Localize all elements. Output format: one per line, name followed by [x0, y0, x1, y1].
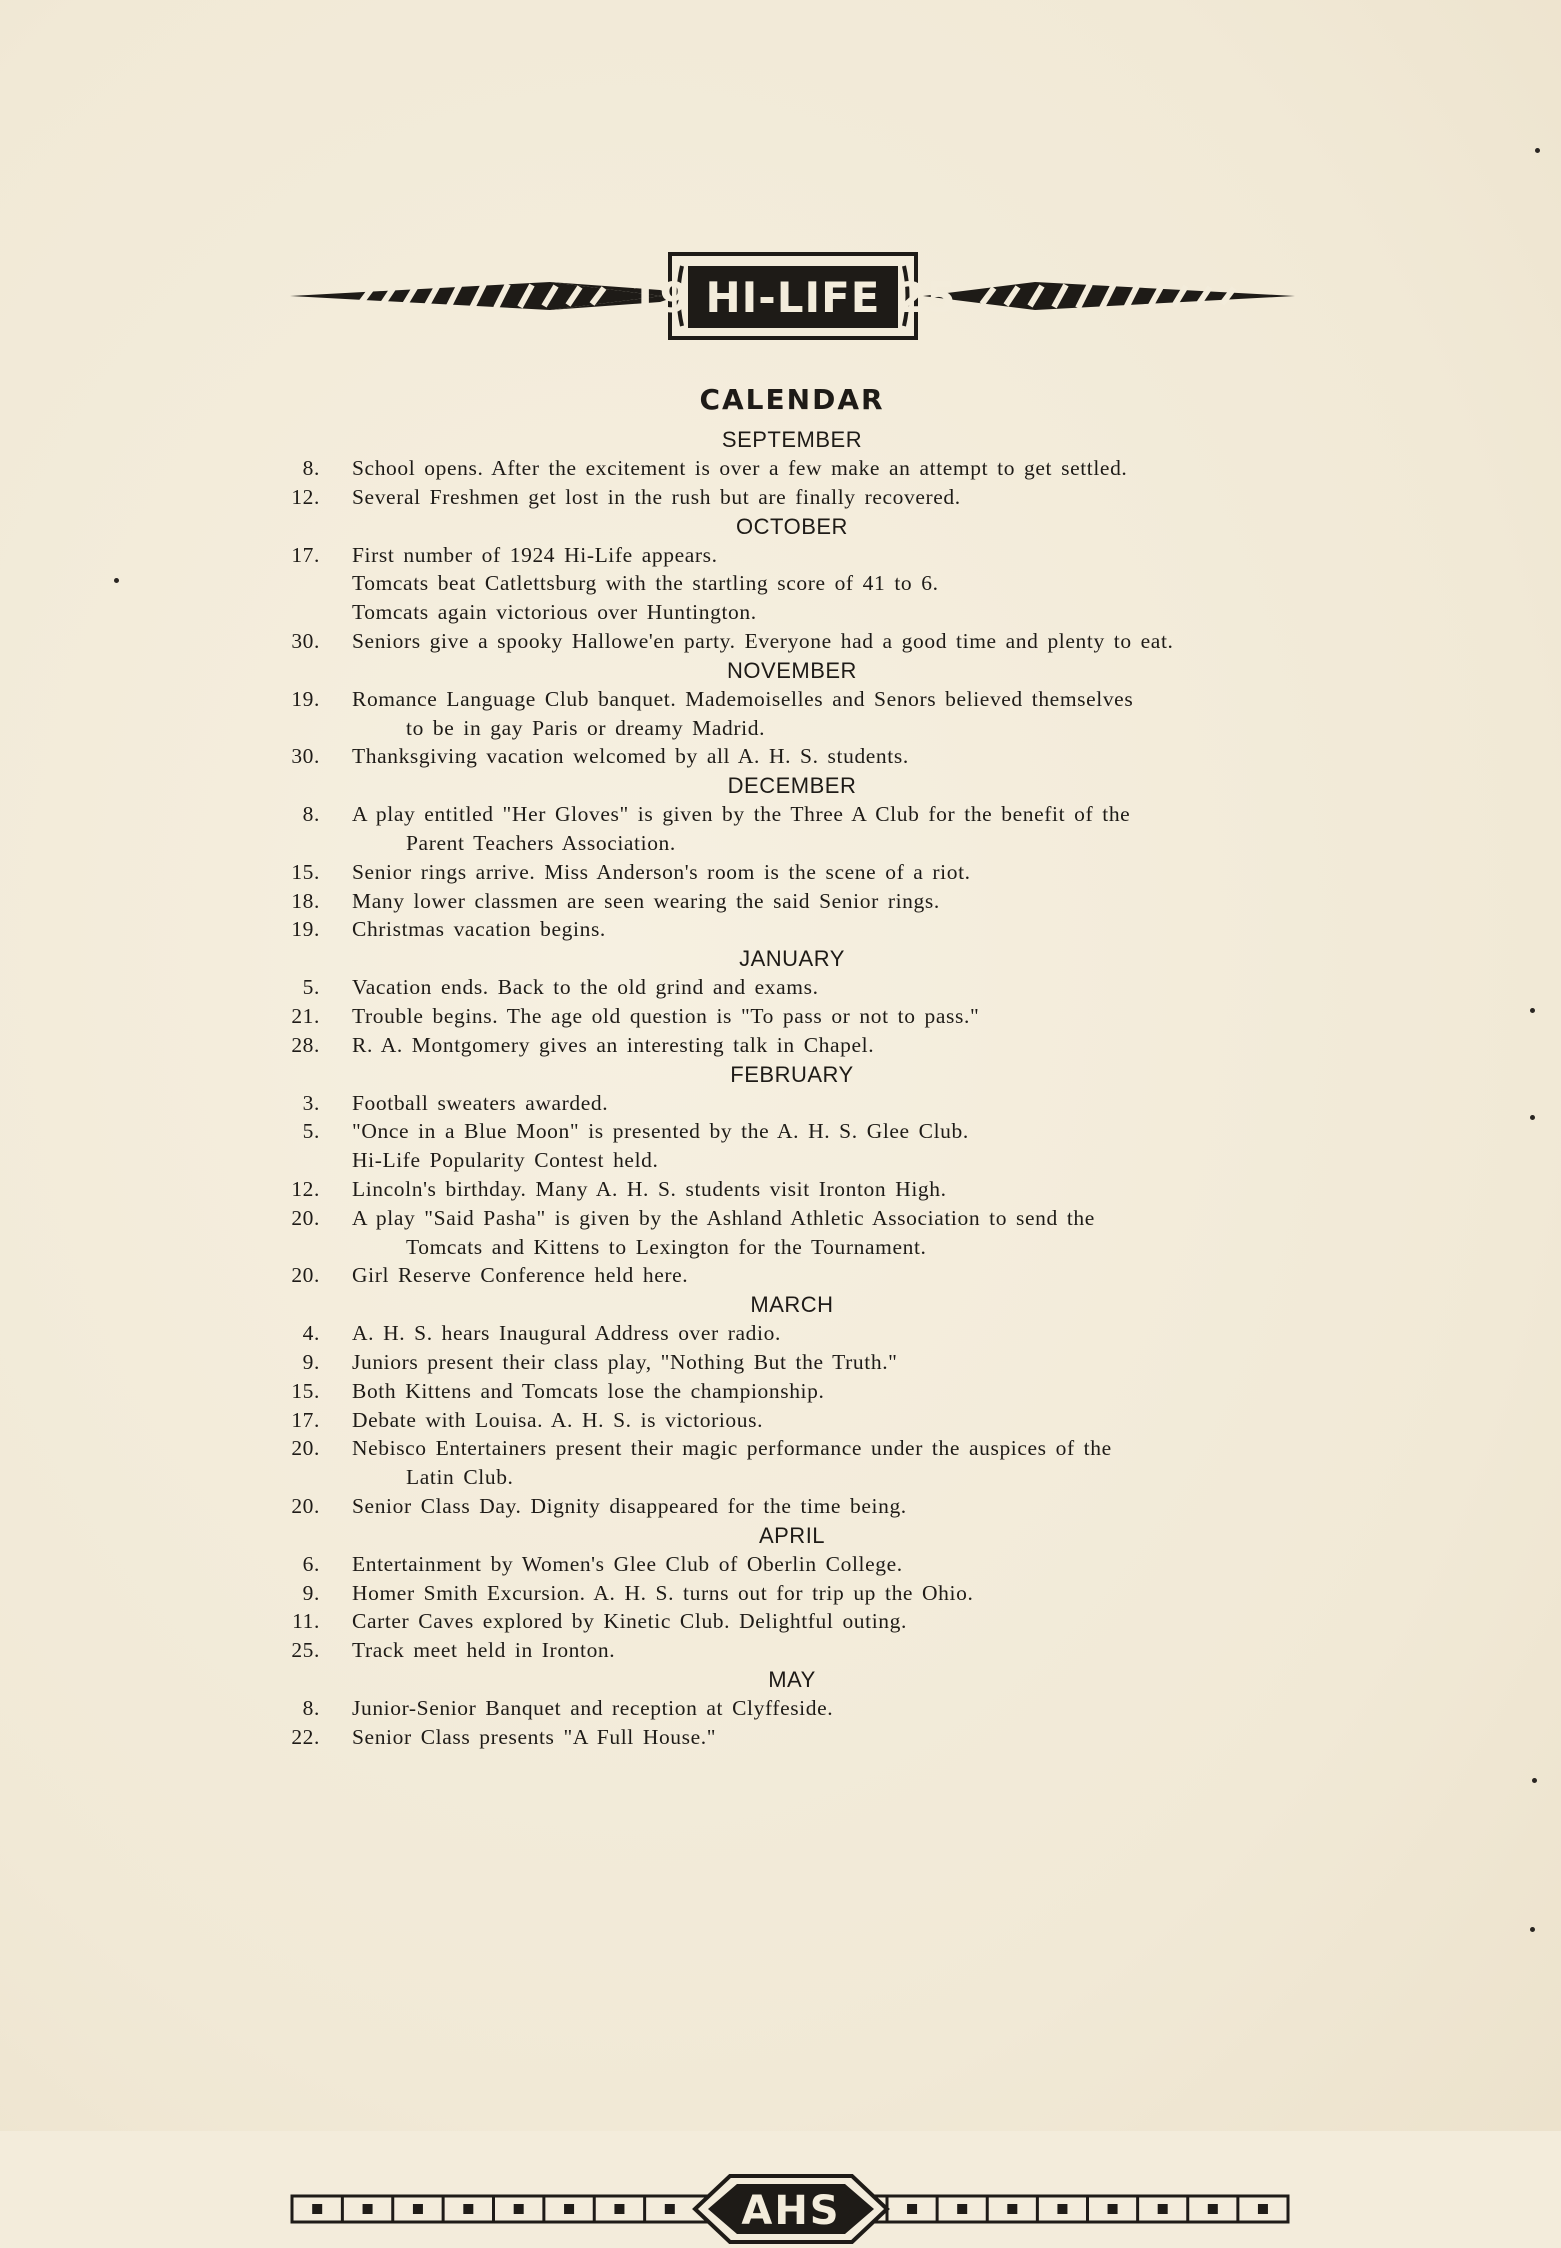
calendar-entry — [286, 1031, 1298, 1060]
entry-day: 9. — [302, 1349, 320, 1374]
calendar-entry — [286, 1550, 1298, 1579]
entry-text: Both Kittens and Tomcats lose the championship. — [352, 1378, 825, 1403]
footer-logo-text: AHS — [741, 2188, 841, 2234]
entry-text: Track meet held in Ironton. — [352, 1638, 616, 1663]
entry-text-block — [352, 887, 1298, 916]
entry-text-block — [352, 1319, 1298, 1348]
header-logo-text: 19 HI-LIFE 25 — [629, 273, 957, 322]
calendar-entry — [286, 598, 1298, 627]
calendar-entry — [286, 1204, 1298, 1262]
entry-text: Juniors present their class play, "Nothing But the Truth." — [352, 1349, 898, 1374]
entry-day: 19. — [291, 917, 320, 942]
entry-text: Debate with Louisa. A. H. S. is victorious. — [352, 1407, 764, 1432]
calendar-entry — [286, 1348, 1298, 1377]
calendar-entry — [286, 858, 1298, 887]
entry-text-block — [352, 1031, 1298, 1060]
month-heading-january: JANUARY — [739, 946, 845, 972]
paper-speck — [1530, 1008, 1535, 1013]
entry-day: 12. — [291, 484, 320, 509]
calendar-entry — [286, 915, 1298, 944]
calendar-entry — [286, 1319, 1298, 1348]
entry-day: 30. — [291, 744, 320, 769]
calendar-entry — [286, 1406, 1298, 1435]
entry-day: 8. — [302, 1695, 320, 1720]
entry-text: First number of 1924 Hi-Life appears. — [352, 542, 718, 567]
entry-text-block — [352, 1579, 1298, 1608]
paper-speck — [1535, 148, 1540, 153]
month-heading-december: DECEMBER — [727, 773, 857, 799]
calendar-entry — [286, 1694, 1298, 1723]
calendar-entry — [286, 1089, 1298, 1118]
calendar-entry — [286, 1492, 1298, 1521]
entry-text: Nebisco Entertainers present their magic performance under the auspices of the — [352, 1436, 1112, 1461]
calendar-entry — [286, 1607, 1298, 1636]
entry-text: A play entitled "Her Gloves" is given by the Three A Club for the benefit of the — [352, 802, 1131, 827]
page-title: CALENDAR — [699, 383, 885, 416]
entry-day: 12. — [291, 1176, 320, 1201]
paper-speck — [1530, 1927, 1535, 1932]
month-heading-october: OCTOBER — [736, 513, 848, 539]
entry-text-block — [352, 1377, 1298, 1406]
entry-text: Entertainment by Women's Glee Club of Oberlin College. — [352, 1551, 903, 1576]
entry-text-block — [352, 1694, 1298, 1723]
entry-text-block — [352, 1089, 1298, 1118]
entry-text-block — [352, 627, 1298, 656]
calendar-entry — [286, 1002, 1298, 1031]
entry-text: Lincoln's birthday. Many A. H. S. students visit Ironton High. — [352, 1176, 947, 1201]
entry-text-block — [352, 800, 1298, 858]
entry-day: 25. — [291, 1638, 320, 1663]
entry-text-continuation: Latin Club. — [406, 1465, 514, 1490]
entry-day — [286, 598, 320, 627]
calendar-entry — [286, 1146, 1298, 1175]
calendar-entry — [286, 541, 1298, 570]
entry-text: Seniors give a spooky Hallowe'en party. Everyone had a good time and plenty to eat. — [352, 628, 1174, 653]
month-list — [286, 425, 1298, 1751]
calendar-entry — [286, 1636, 1298, 1665]
entry-text: Christmas vacation begins. — [352, 917, 606, 942]
entry-text-block — [352, 1550, 1298, 1579]
entry-day: 17. — [291, 1407, 320, 1432]
entry-text: Homer Smith Excursion. A. H. S. turns out for trip up the Ohio. — [352, 1580, 974, 1605]
entry-day: 22. — [291, 1724, 320, 1749]
entry-text: "Once in a Blue Moon" is presented by the A. H. S. Glee Club. — [352, 1119, 969, 1144]
calendar-entry — [286, 627, 1298, 656]
calendar-entry — [286, 1261, 1298, 1290]
entry-text-block — [352, 1204, 1298, 1262]
entry-text-block — [352, 858, 1298, 887]
entry-text: Junior-Senior Banquet and reception at Clyffeside. — [352, 1695, 834, 1720]
entry-text-block — [352, 685, 1298, 743]
entry-text-block — [352, 1636, 1298, 1665]
calendar — [286, 375, 1298, 1751]
calendar-entry — [286, 454, 1298, 483]
paper-speck — [1532, 1778, 1537, 1783]
entry-text-block — [352, 541, 1298, 570]
entry-day: 17. — [291, 542, 320, 567]
month-heading-february: FEBRUARY — [730, 1061, 854, 1087]
entry-text: Romance Language Club banquet. Mademoiselles and Senors believed themselves — [352, 686, 1134, 711]
entry-text: Hi-Life Popularity Contest held. — [352, 1148, 659, 1173]
month-heading-november: NOVEMBER — [727, 657, 857, 683]
entry-day — [286, 1146, 320, 1175]
entry-text-block — [352, 1117, 1298, 1146]
entry-day: 28. — [291, 1032, 320, 1057]
entry-day: 5. — [302, 1119, 320, 1144]
entry-text: R. A. Montgomery gives an interesting talk in Chapel. — [352, 1032, 875, 1057]
entry-text: Many lower classmen are seen wearing the said Senior rings. — [352, 888, 940, 913]
entry-text-continuation: Tomcats and Kittens to Lexington for the Tournament. — [406, 1234, 927, 1259]
entry-day — [286, 569, 320, 598]
calendar-entry — [286, 1579, 1298, 1608]
paper-speck — [114, 578, 119, 583]
entry-text: Senior Class Day. Dignity disappeared for the time being. — [352, 1493, 907, 1518]
entry-text: Football sweaters awarded. — [352, 1090, 609, 1115]
calendar-entry — [286, 1723, 1298, 1752]
entry-text-block — [352, 598, 1298, 627]
entry-text-block — [352, 1348, 1298, 1377]
entry-text-block — [352, 483, 1298, 512]
month-heading-april: APRIL — [758, 1522, 826, 1548]
entry-day: 6. — [302, 1551, 320, 1576]
entry-text: Thanksgiving vacation welcomed by all A. H. S. students. — [352, 744, 909, 769]
entry-text: A. H. S. hears Inaugural Address over radio. — [352, 1321, 781, 1346]
entry-text: Tomcats again victorious over Huntington. — [352, 600, 757, 625]
entry-text: Vacation ends. Back to the old grind and exams. — [352, 975, 819, 1000]
entry-text-block — [352, 569, 1298, 598]
entry-text-block — [352, 1434, 1298, 1492]
entry-day: 5. — [302, 975, 320, 1000]
entry-text: Tomcats beat Catlettsburg with the startling score of 41 to 6. — [352, 571, 939, 596]
entry-day: 9. — [302, 1580, 320, 1605]
entry-text-block — [352, 915, 1298, 944]
calendar-entry — [286, 1434, 1298, 1492]
entry-text-block — [352, 1146, 1298, 1175]
entry-day: 8. — [302, 456, 320, 480]
entry-day: 3. — [302, 1090, 320, 1115]
entry-text: Carter Caves explored by Kinetic Club. Delightful outing. — [352, 1609, 907, 1634]
entry-day: 20. — [291, 1205, 320, 1230]
entry-text-block — [352, 1406, 1298, 1435]
entry-text: Senior rings arrive. Miss Anderson's room is the scene of a riot. — [352, 859, 971, 884]
entry-text-block — [352, 1492, 1298, 1521]
entry-text: Girl Reserve Conference held here. — [352, 1263, 689, 1288]
hi-life-header-ornament — [290, 248, 1295, 344]
entry-day: 15. — [291, 859, 320, 884]
calendar-entry — [286, 973, 1298, 1002]
month-heading-march: MARCH — [750, 1292, 834, 1318]
entry-text-block — [352, 973, 1298, 1002]
calendar-entry — [286, 887, 1298, 916]
month-heading-september: SEPTEMBER — [721, 427, 863, 452]
entry-day: 30. — [291, 628, 320, 653]
entry-day: 15. — [291, 1378, 320, 1403]
paper-speck — [1530, 1115, 1535, 1120]
calendar-entry — [286, 800, 1298, 858]
entry-text-block — [352, 1002, 1298, 1031]
entry-text-block — [352, 742, 1298, 771]
entry-text: A play "Said Pasha" is given by the Ashland Athletic Association to send the — [352, 1205, 1095, 1230]
entry-day: 20. — [291, 1493, 320, 1518]
entry-day: 11. — [292, 1609, 320, 1634]
calendar-entry — [286, 742, 1298, 771]
month-heading-may: MAY — [768, 1666, 816, 1692]
entry-text: Senior Class presents "A Full House." — [352, 1724, 717, 1749]
entry-text-block — [352, 454, 1298, 483]
entry-text-continuation: to be in gay Paris or dreamy Madrid. — [406, 715, 766, 740]
entry-text-continuation: Parent Teachers Association. — [406, 830, 676, 855]
entry-text-block — [352, 1607, 1298, 1636]
entry-day: 8. — [302, 802, 320, 827]
calendar-entry — [286, 1377, 1298, 1406]
ahs-footer-ornament — [290, 2168, 1290, 2248]
entry-day: 21. — [291, 1003, 320, 1028]
entry-day: 20. — [291, 1436, 320, 1461]
entry-text: School opens. After the excitement is over a few make an attempt to get settled. — [352, 456, 1128, 480]
entry-text-block — [352, 1261, 1298, 1290]
calendar-entry — [286, 483, 1298, 512]
entry-day: 19. — [291, 686, 320, 711]
entry-text: Trouble begins. The age old question is "To pass or not to pass." — [352, 1003, 980, 1028]
entry-text-block — [352, 1723, 1298, 1752]
entry-text: Several Freshmen get lost in the rush but are finally recovered. — [352, 484, 961, 509]
entry-day: 18. — [291, 888, 320, 913]
entry-text-block — [352, 1175, 1298, 1204]
calendar-entry — [286, 1175, 1298, 1204]
calendar-entry — [286, 685, 1298, 743]
entry-day: 20. — [291, 1263, 320, 1288]
calendar-entry — [286, 569, 1298, 598]
entry-day: 4. — [302, 1321, 320, 1346]
calendar-entry — [286, 1117, 1298, 1146]
